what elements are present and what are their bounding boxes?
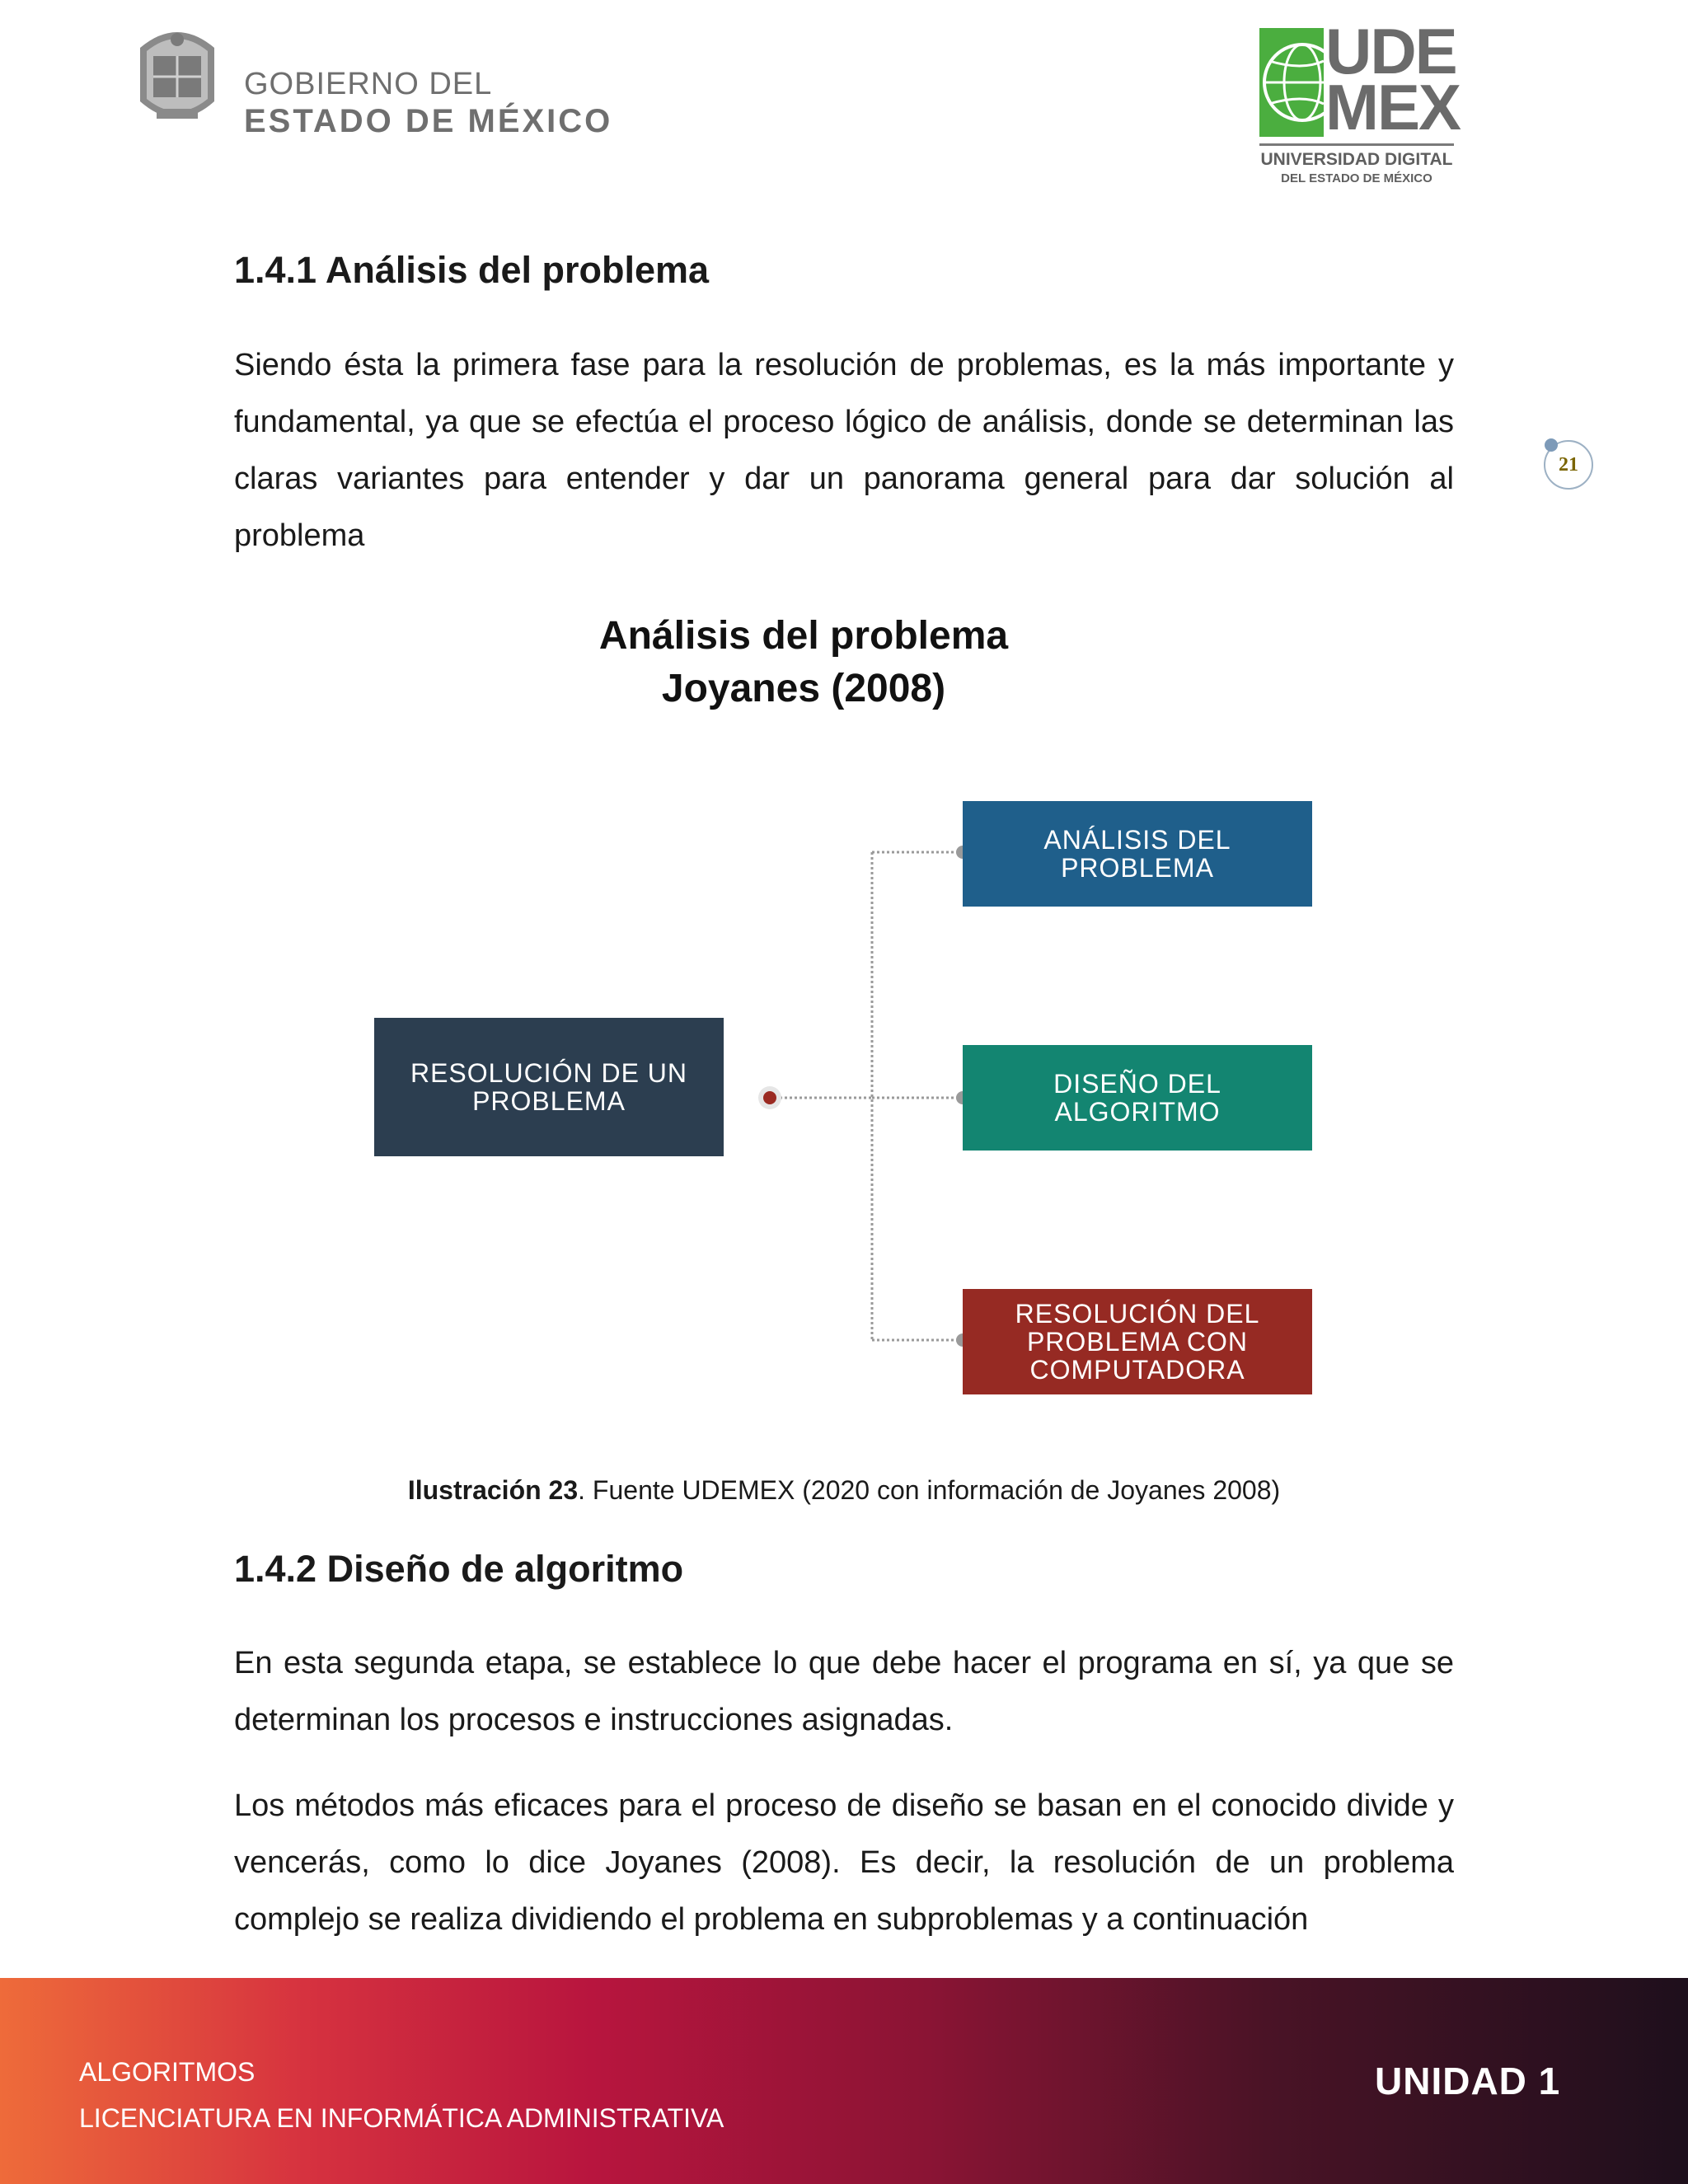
estado-de-mexico-crest-icon — [132, 23, 223, 130]
callout-root-line2: PROBLEMA — [472, 1086, 626, 1116]
callout-resolucion-line2: PROBLEMA CON — [1026, 1327, 1249, 1357]
callout-root-line1: RESOLUCIÓN DE UN — [410, 1058, 688, 1088]
udemex-wordmark — [1325, 15, 1461, 143]
footer-course-info — [79, 2049, 724, 2141]
analysis-diagram — [363, 610, 1352, 1434]
section-paragraph-analisis: Siendo ésta la primera fase para la resolución de problemas, es la más importante y fundamental, ya que se efectúa el proceso lógico de análisis, donde se determinan las claras variantes para entender y dar un panorama general para dar solución al problema — [234, 348, 1454, 553]
gov-name-line1: GOBIERNO DEL — [244, 67, 493, 101]
caption-label: Ilustración 23 — [407, 1475, 579, 1505]
section-paragraph-diseno-1: En esta segunda etapa, se establece lo que debe hacer el programa en sí, ya que se determinan los procesos e instrucciones asignadas. — [234, 1646, 1454, 1737]
udemex-globe-icon — [1259, 28, 1324, 137]
udemex-wordmark-top: UDE — [1325, 15, 1456, 87]
page-number-dot — [1545, 438, 1558, 452]
callout-resolucion-line1: RESOLUCIÓN DEL — [1015, 1299, 1260, 1329]
figure-caption — [0, 1475, 1688, 1506]
udemex-subtitle-1: UNIVERSIDAD DIGITAL — [1260, 150, 1453, 169]
section-paragraph-diseno-2: Los métodos más eficaces para el proceso de diseño se basan en el conocido divide y vencerás, como lo dice Joyanes (2008). Es decir, la resolución de un problema complejo se realiza dividiendo el problema en subproblemas y a continuación — [234, 1788, 1454, 1937]
gov-name-line2: ESTADO DE MÉXICO — [244, 103, 613, 139]
callout-resolucion-line3: COMPUTADORA — [1029, 1355, 1245, 1385]
government-name — [244, 66, 612, 140]
section-heading-diseno: 1.4.2 Diseño de algoritmo — [234, 1548, 684, 1590]
page-number: 21 — [1544, 440, 1593, 490]
diagram-title-line1: Análisis del problema — [598, 614, 1009, 658]
footer-unit-label: UNIDAD 1 — [1375, 2060, 1561, 2102]
diagram-title-line2: Joyanes (2008) — [661, 667, 946, 710]
callout-diseno — [963, 1045, 1312, 1151]
callout-root — [374, 1018, 724, 1156]
callout-resolucion — [963, 1289, 1312, 1394]
callout-diseno-line1: DISEÑO DEL — [1053, 1069, 1221, 1099]
footer-program-name: LICENCIATURA EN INFORMÁTICA ADMINISTRATIVA — [79, 2103, 724, 2133]
callout-analisis-line2: PROBLEMA — [1061, 853, 1214, 883]
callout-analisis — [963, 801, 1312, 907]
udemex-logo — [1259, 15, 1461, 193]
footer-banner — [0, 1978, 1688, 2184]
footer-course-name: ALGORITMOS — [79, 2057, 256, 2087]
udemex-divider — [1259, 143, 1454, 146]
caption-text: . Fuente UDEMEX (2020 con información de Joyanes 2008) — [578, 1475, 1281, 1505]
root-node-dot — [763, 1091, 776, 1104]
callout-diseno-line2: ALGORITMO — [1054, 1097, 1221, 1127]
udemex-wordmark-bottom: MEX — [1325, 71, 1461, 143]
callout-analisis-line1: ANÁLISIS DEL — [1043, 825, 1231, 855]
udemex-subtitle-2: DEL ESTADO DE MÉXICO — [1281, 171, 1432, 185]
section-heading-analisis: 1.4.1 Análisis del problema — [234, 249, 710, 291]
